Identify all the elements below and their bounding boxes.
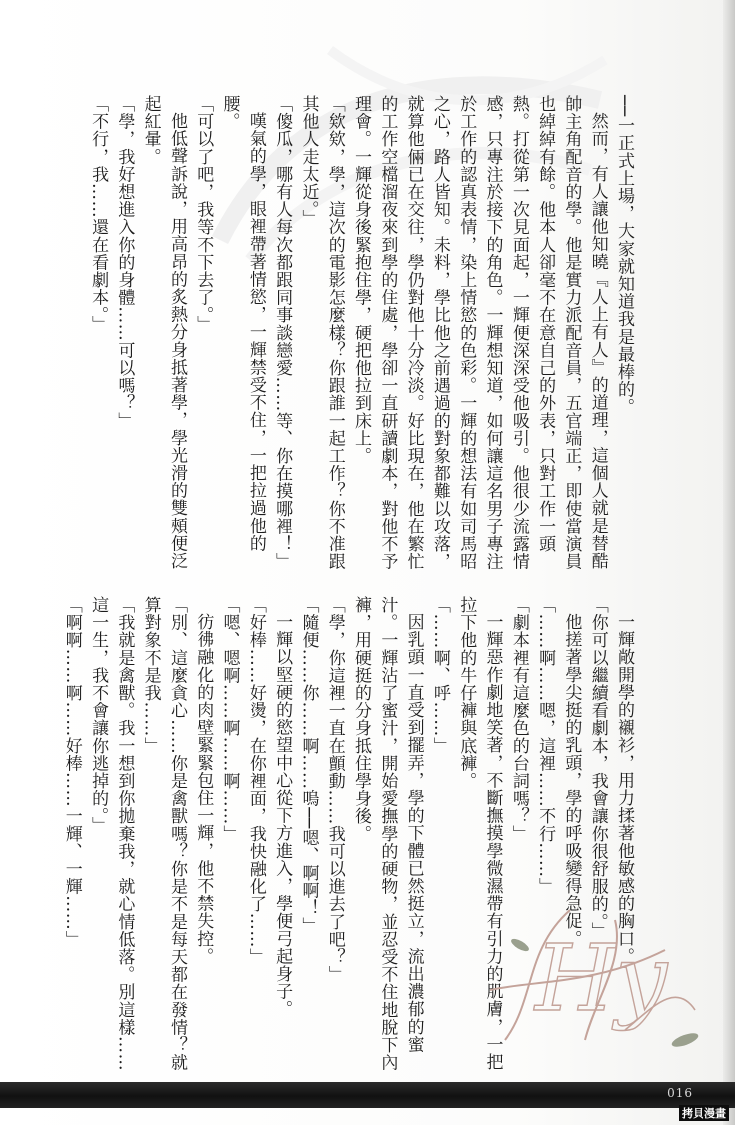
text-line: 「……啊……嗯，這裡……不行……」: [535, 596, 556, 896]
text-line: 腰。: [219, 95, 240, 131]
text-line: 「別、這麼貪心……你是禽獸嗎？你是不是每天都在發情？就: [166, 596, 187, 1072]
text-line: 一輝惡作劇地笑著，不斷撫摸學微濕帶有引力的肌膚，一把: [482, 613, 503, 1071]
flourish-monogram: Hy: [535, 925, 668, 1032]
page-spine-shadow: [723, 0, 735, 1125]
text-line: 「傻瓜，哪有人每次都跟同事談戀愛……等、你在摸哪裡！」: [272, 95, 293, 571]
text-line: 這一生，我不會讓你逃掉的。」: [88, 596, 109, 834]
text-line: 褲，用硬挺的分身抵住學身後。: [351, 596, 372, 843]
text-line: 熱。打從第一次見面起，一輝便深深受他吸引。他很少流露情: [508, 95, 529, 571]
text-line: 「隨便……你……啊……嗚──嗯、啊啊！」: [298, 596, 319, 935]
text-line: 帥主角配音的學。他是實力派配音員，五官端正，即使當演員: [561, 95, 582, 571]
text-line: 拉下他的牛仔褲與底褲。: [456, 596, 477, 790]
text-line: 「你可以繼續看劇本，我會讓你很舒服的。」: [587, 596, 608, 940]
text-line: 於工作的認真表情，染上情慾的色彩。一輝的想法有如司馬昭: [456, 95, 477, 571]
text-line: 嘆氣的學，眼裡帶著情慾，一輝禁受不住，一把拉過他的: [245, 112, 266, 552]
text-line: 也綽綽有餘。他本人卻毫不在意自己的外表，只對工作一頭: [535, 95, 556, 553]
footer-bar: [0, 1082, 735, 1108]
text-line: 「學，我好想進入你的身體……可以嗎？」: [114, 95, 135, 430]
text-line: 一輝以堅硬的慾望中心從下方進入，學便弓起身子。: [272, 613, 293, 1018]
text-line: 他低聲訴說，用高昂的炙熱分身抵著學，學光滑的雙頰便泛: [166, 112, 187, 570]
text-line: 「學，你這裡一直在顫動……我可以進去了吧？」: [324, 596, 345, 984]
text-line: 他搓著學尖挺的乳頭，學的呼吸變得急促。: [561, 613, 582, 948]
site-watermark-label: 拷貝漫畫: [679, 1105, 729, 1121]
text-line: 「啊啊……啊……好棒……一輝、一輝……」: [61, 596, 82, 948]
text-line: 一輝敞開學的襯衫，用力揉著他敏感的胸口。: [614, 613, 634, 965]
text-line: 「劇本裡有這麼色的台詞嗎？」: [508, 596, 529, 843]
text-line: 起紅暈。: [140, 95, 161, 166]
text-line: 「可以了吧，我等不下去了。」: [193, 95, 214, 333]
text-line: 「我就是禽獸。我一想到你拋棄我，就心情低落。別這樣……: [114, 596, 135, 1072]
page-number: 016: [667, 1086, 693, 1100]
text-line: 「欸欸，學，這次的電影怎麼樣？你跟誰一起工作？你不准跟: [324, 95, 345, 571]
decorative-hy-flourish: [475, 890, 705, 1050]
text-line: 的工作空檔溜夜來到學的住處，學卻一直研讀劇本，對他不予: [377, 95, 398, 571]
text-line: 感，只專注於接下的角色。一輝想知道，如何讓這名男子專注: [482, 95, 503, 571]
text-line: 其他人走太近。」: [298, 95, 319, 228]
text-line: 「好棒……好燙，在你裡面，我快融化了……」: [245, 596, 266, 966]
text-line: 「不行，我……還在看劇本。」: [88, 95, 109, 333]
text-line: 理會。一輝從身後緊抱住學，硬把他拉到床上。: [351, 95, 372, 465]
text-line: ──一正式上場，大家就知道我是最棒的。: [614, 95, 634, 416]
text-line: 「……啊、呼……」: [429, 596, 450, 755]
text-line: 彷彿融化的肉壁緊緊包住一輝，他不禁失控。: [193, 613, 214, 965]
text-line: 之心，路人皆知。未料，學比他之前遇過的對象都難以攻落，: [429, 95, 450, 571]
text-line: 然而，有人讓他知曉『人上有人』的道理，這個人就是替酷: [587, 112, 608, 570]
text-line: 就算他倆已在交往，學仍對他十分冷淡。好比現在，他在繁忙: [403, 95, 424, 571]
text-line: 汁。一輝沾了蜜汁，開始愛撫學的硬物，並忍受不住地脫下內: [377, 596, 398, 1072]
text-line: 因乳頭一直受到擺弄，學的下體已然挺立，流出濃郁的蜜: [403, 613, 424, 1053]
text-line: 「嗯、嗯啊……啊……啊……」: [219, 596, 240, 843]
text-block-upper: [85, 95, 637, 571]
text-line: 算對象不是我……」: [140, 596, 161, 755]
